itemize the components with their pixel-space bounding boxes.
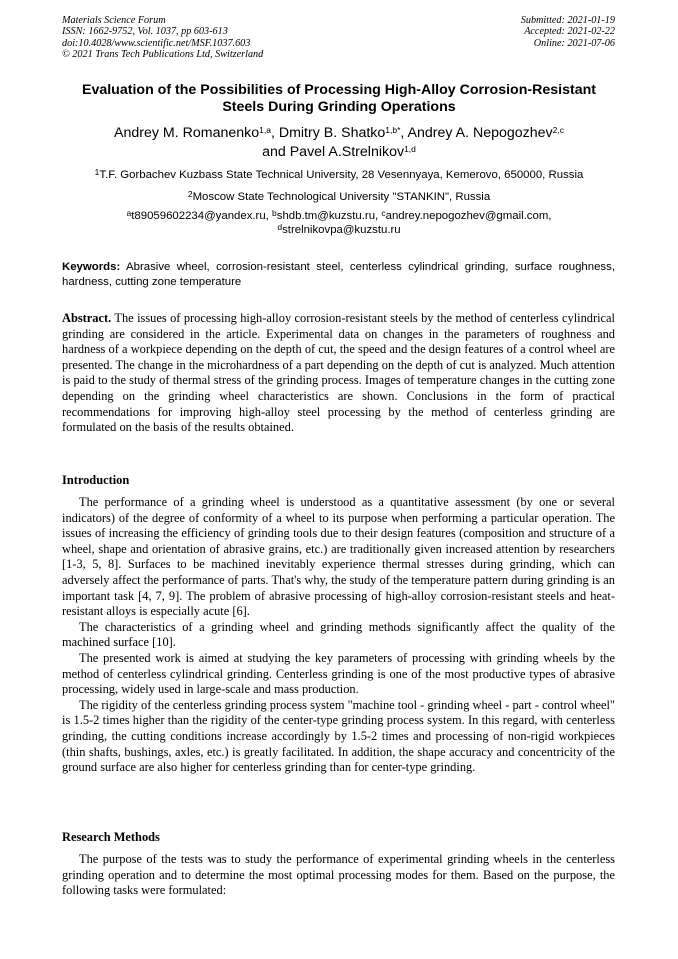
paragraph: The purpose of the tests was to study the performance of experimental grinding wheels in the centerless grinding operation and to determine the most optimal processing modes for them. Based on the purpose, the following tasks were formulated: (62, 852, 615, 898)
author-separator: , (400, 125, 408, 141)
email-address: t89059602234@yandex.ru, (131, 210, 273, 222)
author-separator: , (270, 125, 279, 141)
email-mark: c (381, 208, 386, 218)
email-mark: b (272, 208, 277, 218)
affiliation-text: Moscow State Technological University "STANKIN", Russia (192, 191, 491, 203)
author-affiliation-mark: 2,c (552, 125, 564, 135)
introduction-body (62, 495, 615, 776)
paragraph: The characteristics of a grinding wheel and grinding methods significantly affect the quality of the machined surface [10]. (62, 619, 615, 650)
author-name: Dmitry B. Shatko (278, 125, 386, 141)
affiliation-text: T.F. Gorbachev Kuzbass State Technical University, 28 Vesennyaya, Kemerovo, 650000, Russia (99, 169, 584, 181)
abstract-label: Abstract. (62, 311, 112, 325)
journal-doi: doi:10.4028/www.scientific.net/MSF.1037.603 (62, 37, 251, 49)
section-heading-introduction: Introduction (62, 473, 130, 487)
email-address: strelnikovpa@kuzstu.ru (282, 223, 401, 236)
email-address: shdb.tm@kuzstu.ru, (276, 210, 382, 222)
keywords-text: Abrasive wheel, corrosion-resistant steel, centerless cylindrical grinding, surface roughness, hardness, cutting zone temperature (62, 261, 615, 288)
journal-copyright: © 2021 Trans Tech Publications Ltd, Switzerland (62, 49, 264, 61)
author-name: Andrey A. Nepogozhev (407, 125, 553, 141)
journal-name: Materials Science Forum (62, 15, 166, 26)
journal-issn: ISSN: 1662-9752, Vol. 1037, pp 603-613 (62, 26, 228, 38)
paper-title: Evaluation of the Possibilities of Processing High-Alloy Corrosion-Resistant Steels During Grinding Operations (82, 82, 596, 116)
email-mark: d (277, 221, 283, 232)
research-methods-body (62, 852, 615, 899)
author-emails (90, 210, 588, 237)
author-affiliation-mark: 1,b* (385, 125, 401, 135)
paragraph: The performance of a grinding wheel is understood as a quantitative assessment (by one or several indicators) of the degree of conformity of a wheel to its purpose when performing a particular operation. The issues of increasing the efficiency of grinding tools due to their design features (composition and structure of a wheel, shape and orientation of abrasive grains, etc.) are traditionally given increased attention by researchers [1-3, 5, 8]. Surfaces to be machined inevitably experience thermal stresses during grinding, which can adversely affect the performance of parts. That's why, the study of the temperature pattern during grinding is an important task [4, 7, 9]. The problem of abrasive processing of high-alloy corrosion-resistant steels and heat-resistant alloys is especially acute [6]. (62, 495, 615, 619)
section-heading-research-methods: Research Methods (62, 830, 160, 844)
affiliation-mark: 2 (187, 189, 193, 199)
online-date: Online: 2021-07-06 (533, 37, 615, 49)
email-address: andrey.nepogozhev@gmail.com, (385, 210, 552, 222)
submitted-date: Submitted: 2021-01-19 (520, 15, 615, 26)
author-affiliation-mark: 1,a (259, 125, 271, 135)
affiliation (62, 168, 616, 182)
abstract (62, 311, 615, 436)
affiliation (62, 190, 616, 204)
abstract-text: The issues of processing high-alloy corrosion-resistant steels by the method of centerless cylindrical grinding are considered in the article. Experimental data on changes in the parameters of roughness and hardness of a workpiece depending on the depth of cut, the speed and the design features of a control wheel are presented. The change in the microhardness of a part depending on the depth of cut is analyzed. Much attention is paid to the study of thermal stress of the grinding process. Images of temperature changes in the cutting zone depending on the grinding wheel characteristics are shown. Conclusions in the form of practical recommendations for improving high-alloy steel processing by the method of centerless grinding are formulated on the basis of the results obtained. (62, 311, 615, 435)
author-name: Pavel A.Strelnikov (289, 144, 405, 160)
paragraph: The rigidity of the centerless grinding process system "machine tool - grinding wheel - part - control wheel" is 1.5-2 times higher than the rigidity of the center-type grinding process system. In this regard, with centerless grinding, the cutting conditions increase accordingly by 1.5-2 times and processing of non-rigid workpieces (thin shafts, bushings, axles, etc.) is greatly facilitated. In addition, the shape accuracy and concentricity of the ground surface are also higher for centerless grinding than for center-type grinding. (62, 697, 615, 775)
author-affiliation-mark: 1,d (404, 144, 416, 154)
paragraph: The presented work is aimed at studying the key parameters of processing with grinding wheels by the method of centerless cylindrical grinding. Centerless grinding is one of the most productive types of abrasive processing, widely used in large-scale and mass production. (62, 650, 615, 697)
email-mark: a (126, 208, 132, 218)
affiliation-mark: 1 (94, 167, 100, 177)
author-name: Andrey M. Romanenko (114, 125, 260, 141)
journal-info (62, 15, 263, 61)
publication-dates (521, 15, 615, 49)
keywords (62, 260, 615, 289)
keywords-label: Keywords: (62, 261, 121, 273)
accepted-date: Accepted: 2021-02-22 (524, 26, 615, 38)
author-separator: and (262, 144, 290, 160)
author-list (62, 124, 616, 162)
